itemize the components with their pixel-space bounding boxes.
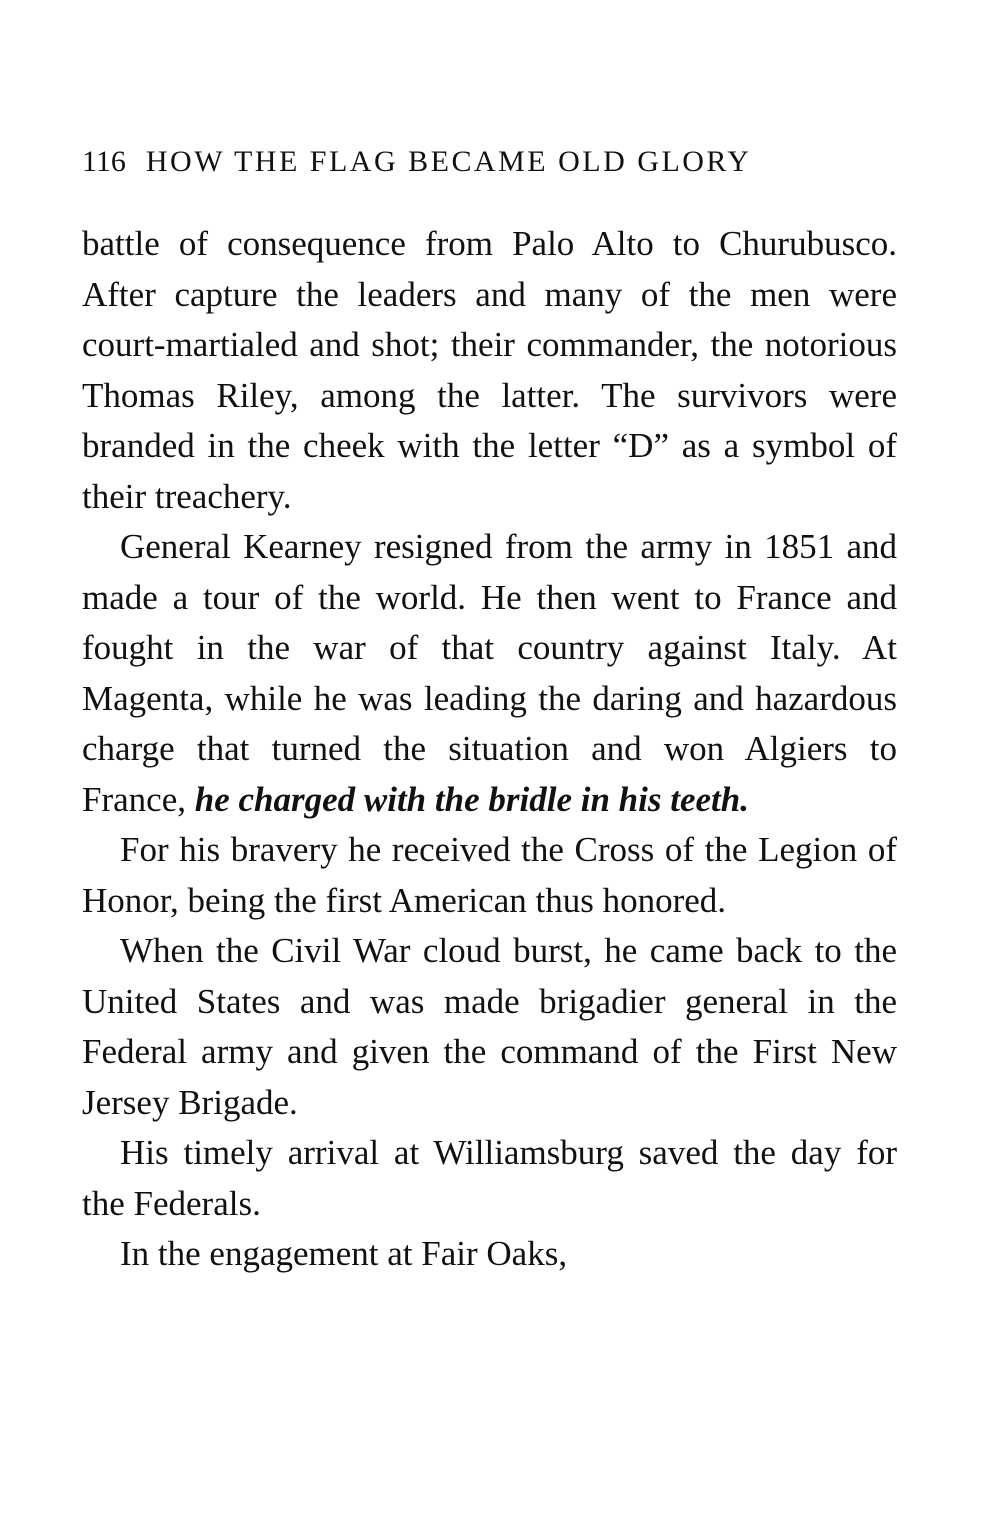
body-text <box>82 219 897 1280</box>
emphasized-phrase: he charged with the bridle in his teeth. <box>194 779 749 819</box>
paragraph-legion-of-honor <box>82 825 897 926</box>
paragraph-continuation <box>82 219 897 522</box>
paragraph-fair-oaks <box>82 1229 897 1280</box>
paragraph-text: For his bravery he received the Cross of the Legion of Honor, being the first American thus honored. <box>82 830 897 920</box>
paragraph-text: battle of consequence from Palo Alto to Churubusco. After capture the leaders and many of the men were court-martialed and shot; their commander, the notorious Thomas Riley, among the latter. The survivors were branded in the cheek with the letter “D” as a symbol of their treachery. <box>82 224 897 516</box>
page-number: 116 <box>82 145 126 178</box>
paragraph-text: When the Civil War cloud burst, he came back to the United States and was made brigadier general in the Federal army and given the command of the First New Jersey Brigade. <box>82 931 897 1122</box>
paragraph-text: General Kearney resigned from the army in 1851 and made a tour of the world. He then went to France and fought in the war of that country against Italy. At Magenta, while he was leading the daring and hazardous charge that turned the situation and won Algiers to France, <box>82 527 897 819</box>
paragraph-text: In the engagement at Fair Oaks, <box>120 1234 568 1273</box>
paragraph-text: His timely arrival at Williamsburg saved the day for the Federals. <box>82 1133 897 1223</box>
paragraph-kearney-resigns <box>82 522 897 825</box>
running-title: HOW THE FLAG BECAME OLD GLORY <box>145 145 752 178</box>
running-header <box>82 142 894 182</box>
paragraph-williamsburg <box>82 1128 897 1229</box>
paragraph-civil-war <box>82 926 897 1128</box>
